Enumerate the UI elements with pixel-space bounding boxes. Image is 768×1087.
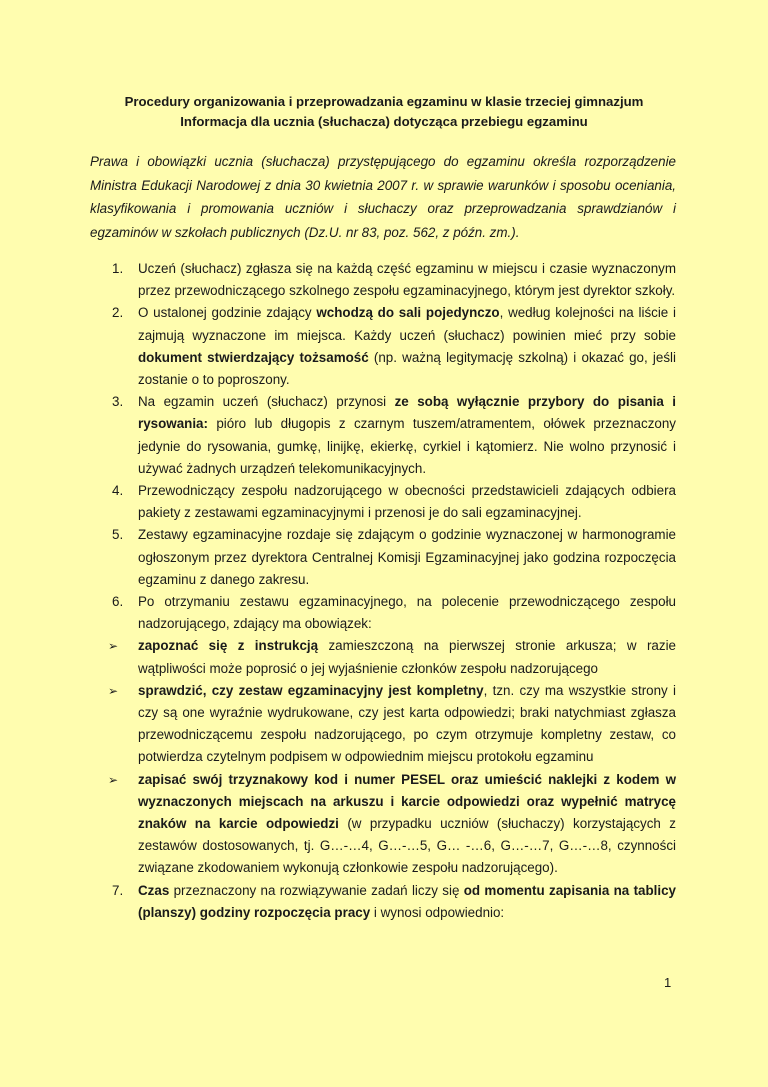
document-title	[60, 92, 708, 132]
item-text-bold: ze sobą wyłącznie przybory do pisania i rysowania:	[138, 394, 676, 432]
item-text-bold: dokument stwierdzający tożsamość	[138, 349, 369, 365]
item-text-bold: wchodzą do sali pojedynczo	[316, 305, 500, 321]
arrow-bullet-icon: ➢	[108, 772, 119, 787]
intro-paragraph: Prawa i obowiązki ucznia (słuchacza) przystępującego do egzaminu określa rozporządzenie Ministra Edukacji Narodowej z dnia 30 kwietnia 2007 r. w sprawie warunków i sposobu oceniania, klasyfikowania i promowania uczniów i słuchaczy oraz przeprowadzania sprawdzianów i egzaminów w szkołach publicznych (Dz.U. nr 83, poz. 562, z późn. zm.).	[90, 154, 676, 240]
item-text: Zestawy egzaminacyjne rozdaje się zdającym o godzinie wyznaczonej w harmonogramie ogłoszonym przez dyrektora Centralnej Komisji Egzaminacyjnej jako godzina rozpoczęcia egzaminu z danego zakresu.	[138, 527, 676, 587]
item-text-bold: sprawdzić, czy zestaw egzaminacyjny jest kompletny	[138, 682, 484, 698]
item-number: 6.	[112, 594, 124, 610]
list-item	[90, 302, 676, 391]
bullet-item	[90, 680, 676, 769]
item-text: , według kolejności na liście i zajmują wyznaczone im miejsca. Każdy uczeń (słuchacz) powinien mieć przy sobie	[138, 305, 676, 343]
list-item	[90, 258, 676, 302]
item-text-bold: od momentu zapisania na tablicy (planszy) godziny rozpoczęcia pracy	[138, 882, 676, 920]
item-number: 5.	[112, 527, 124, 543]
item-text-bold: zapisać swój trzyznakowy kod i numer PESEL oraz umieścić naklejki z kodem w wyznaczonych miejscach na arkuszu i karcie odpowiedzi oraz wypełnić matrycę znaków na karcie odpowiedzi	[138, 771, 676, 832]
list-item	[90, 880, 676, 924]
item-text: (np. ważną legitymację szkolną) i okazać go, jeśli zostanie o to poproszony.	[138, 349, 676, 388]
item-number: 1.	[112, 261, 124, 276]
item-number: 2.	[112, 305, 124, 321]
item-text: pióro lub długopis z czarnym tuszem/atramentem, ołówek przeznaczony jedynie do rysowania, gumkę, linijkę, ekierkę, cyrkiel i kątomierz. Nie wolno przynosić i używać żadnych urządzeń telekomunikacyjnych.	[138, 416, 676, 476]
title-line-2: Informacja dla ucznia (słuchacza) dotycząca przebiegu egzaminu	[180, 114, 588, 129]
item-text: Uczeń (słuchacz) zgłasza się na każdą część egzaminu w miejscu i czasie wyznaczonym przez przewodniczącego szkolnego zespołu egzaminacyjnego, którym jest dyrektor szkoły.	[138, 261, 676, 299]
item-text: zamieszczoną na pierwszej stronie arkusza; w razie wątpliwości może poprosić o jej wyjaśnienie członków zespołu nadzorującego	[138, 638, 676, 676]
list-item	[90, 524, 676, 591]
list-item	[90, 480, 676, 524]
item-text-bold: Czas	[138, 882, 170, 898]
arrow-bullet-icon: ➢	[108, 639, 119, 654]
list-item	[90, 591, 676, 635]
list-item	[90, 391, 676, 480]
bullet-item	[90, 769, 676, 880]
item-text: Na egzamin uczeń (słuchacz) przynosi	[138, 394, 395, 410]
item-text-bold: zapoznać się z instrukcją	[138, 638, 319, 654]
item-text: , tzn. czy ma wszystkie strony i czy są one wyraźnie wydrukowane, czy jest karta odpowiedzi; braki natychmiast zgłasza przewodniczącemu zespołu nadzorującego, po czym otrzymuje kompletny zestaw, co potwierdza czytelnym podpisem w odpowiednim miejscu protokołu egzaminu	[138, 682, 676, 765]
page-number: 1	[664, 975, 672, 990]
item-text: (w przypadku uczniów (słuchaczy) korzystających z zestawów dostosowanych, tj. G…-…4, G…-…5, G… -…6, G…-…7, G…-…8, czynności związane zkodowaniem wykonują członkowie zespołu nadzorującego).	[138, 816, 676, 876]
item-text: O ustalonej godzinie zdający	[138, 305, 317, 321]
title-line-1: Procedury organizowania i przeprowadzania egzaminu w klasie trzeciej gimnazjum	[124, 94, 644, 109]
item-number: 4.	[112, 483, 124, 499]
item-number: 7.	[112, 882, 124, 898]
item-number: 3.	[112, 394, 124, 410]
arrow-bullet-icon: ➢	[108, 683, 119, 698]
procedure-list	[90, 258, 676, 924]
item-text: przeznaczony na rozwiązywanie zadań liczy się	[169, 882, 464, 898]
item-text: Przewodniczący zespołu nadzorującego w obecności przedstawicieli zdających odbiera pakiety z zestawami egzaminacyjnymi i przenosi je do sali egzaminacyjnej.	[138, 483, 676, 521]
item-text: Po otrzymaniu zestawu egzaminacyjnego, na polecenie przewodniczącego zespołu nadzorującego, zdający ma obowiązek:	[138, 594, 676, 632]
bullet-item	[90, 635, 676, 679]
item-text: i wynosi odpowiednio:	[370, 904, 505, 920]
